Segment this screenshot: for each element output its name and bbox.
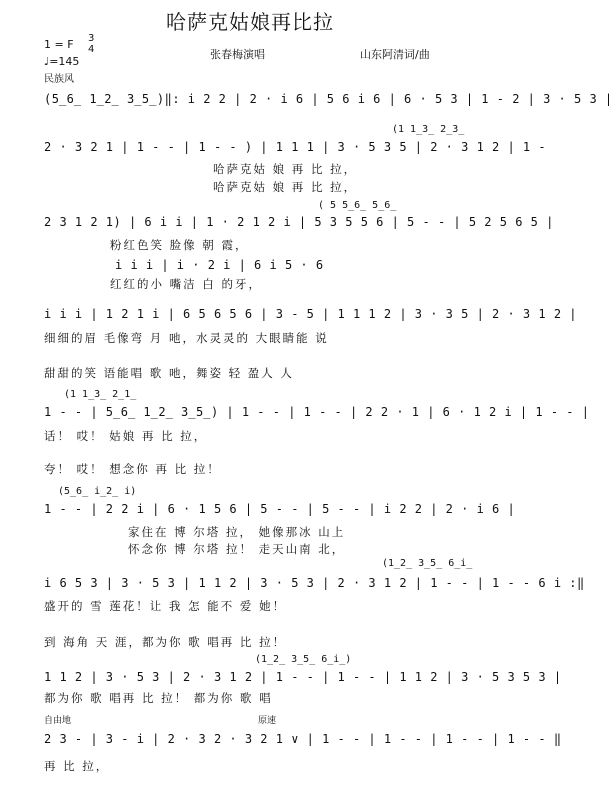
lyric-row-9: 都为你 歌 唱再 比 拉！ 都为你 歌 唱 xyxy=(44,691,273,705)
lyric-row-10: 再 比 拉， xyxy=(44,759,110,773)
score-row-9: 1 1 2 | 3 · 5 3 | 2 · 3 1 2 | 1 - - | 1 - - | 1 1 2 | 3 · 5 3 5 3 | xyxy=(44,670,562,684)
lyric-row-3: 粉红色笑 脸像 朝 霞， xyxy=(110,238,249,252)
score-row-6-upper: (1 1̲3̲ 2̲1̲ xyxy=(64,389,137,400)
score-row-1: (5̲6̲ 1̲2̲ 3̲5̲)‖: i 2 2 | 2 · i 6 | 5 6 i 6 | 6 · 5 3 | 1 - 2 | 3 · 5 3 | xyxy=(44,92,613,106)
score-row-6: 1 - - | 5̲6̲ 1̲2̲ 3̲5̲) | 1 - - | 1 - - | 2 2 · 1 | 6 · 1 2 i | 1 - - | xyxy=(44,405,590,419)
lyric-row-5-verse-1: 细细的眉 毛像弯 月 吔，水灵灵的 大眼睛能 说 xyxy=(44,331,329,345)
lyric-row-4: 红红的小 嘴洁 白 的牙， xyxy=(110,277,262,291)
lyric-row-6-verse-2: 夸！ 哎！ 想念你 再 比 拉！ xyxy=(44,462,221,476)
score-row-10: 2 3 - | 3 - i | 2 · 3 2 · 3 2 1 ∨ | 1 - - | 1 - - | 1 - - | 1 - - ‖ xyxy=(44,732,562,746)
lyric-row-7-verse-2: 怀念你 博 尔塔 拉！ 走天山南 北， xyxy=(128,542,346,556)
score-row-7-upper: (5̲6̲ i̲2̲ i) xyxy=(58,486,137,497)
style-mark: 民族风 xyxy=(44,74,74,85)
tempo-mark: ♩=145 xyxy=(44,55,80,68)
lyric-row-8-verse-1: 盛开的 雪 莲花！让 我 怎 能不 爱 她！ xyxy=(44,599,287,613)
score-row-4: i i i | i · 2 i | 6 i 5 · 6 xyxy=(115,258,324,272)
time-signature-top: 3 xyxy=(88,33,95,44)
score-row-8-upper: (1̲2̲ 3̲5̲ 6̲i̲ xyxy=(382,558,473,569)
score-row-3-upper: ( 5 5̲6̲ 5̲6̲ xyxy=(318,200,397,211)
score-row-7: 1 - - | 2 2 i | 6 · 1 5 6 | 5 - - | 5 - - | i 2 2 | 2 · i 6 | xyxy=(44,502,516,516)
singer-credit: 张春梅演唱 xyxy=(210,48,265,61)
score-row-5: i i i | 1 2 1 i | 6 5 6 5 6 | 3 - 5 | 1 1 1 2 | 3 · 3 5 | 2 · 3 1 2 | xyxy=(44,307,577,321)
score-row-8: i 6 5 3 | 3 · 5 3 | 1 1 2 | 3 · 5 3 | 2 · 3 1 2 | 1 - - | 1 - - 6 i :‖ xyxy=(44,576,585,590)
lyric-row-7-verse-1: 家住在 博 尔塔 拉， 她像那冰 山上 xyxy=(128,525,346,539)
lyric-row-2-verse-1: 哈萨克姑 娘 再 比 拉， xyxy=(213,162,358,176)
lyric-row-6-verse-1: 话！ 哎！ 姑娘 再 比 拉， xyxy=(44,429,208,443)
lyric-row-5-verse-2: 甜甜的笑 语能唱 歌 吔，舞姿 轻 盈人 人 xyxy=(44,366,294,380)
song-title: 哈萨克姑娘再比拉 xyxy=(166,10,334,34)
free-tempo-mark: 自由地 xyxy=(44,716,72,726)
time-signature-bottom: 4 xyxy=(88,44,95,55)
key-signature: 1 = F xyxy=(44,38,74,51)
original-tempo-mark: 原速 xyxy=(258,716,277,726)
lyric-row-8-verse-2: 到 海角 天 涯，都为你 歌 唱再 比 拉！ xyxy=(44,635,287,649)
lyric-row-2-verse-2: 哈萨克姑 娘 再 比 拉， xyxy=(213,180,358,194)
score-row-2-upper: (1 1̲3̲ 2̲3̲ xyxy=(392,124,465,135)
score-row-2: 2 · 3 2 1 | 1 - - | 1 - - ) | 1 1 1 | 3 · 5 3 5 | 2 · 3 1 2 | 1 - xyxy=(44,140,547,154)
author-credit: 山东阿清词/曲 xyxy=(360,48,430,61)
score-row-9-upper: (1̲2̲ 3̲5̲ 6̲i̲) xyxy=(255,654,352,665)
score-row-3: 2 3 1 2 1) | 6 i i | 1 · 2 1 2 i | 5 3 5 5 6 | 5 - - | 5 2 5 6 5 | xyxy=(44,215,554,229)
